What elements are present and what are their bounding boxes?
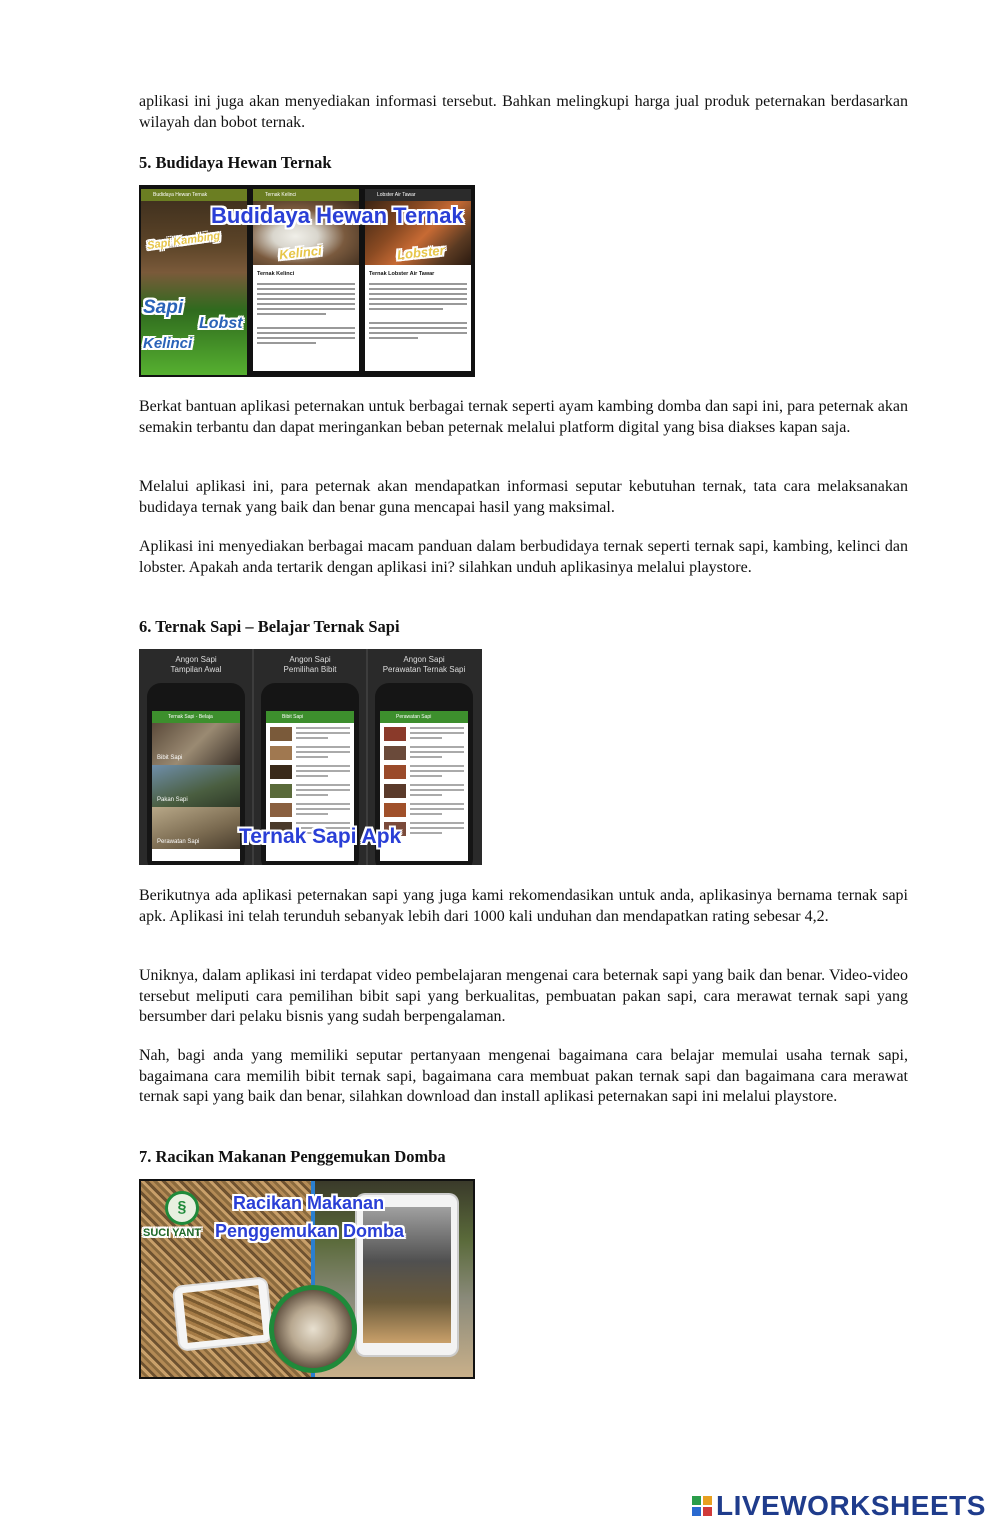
phone-3-appbar: Perawatan Sapi [380,711,468,723]
phone-screen-feed [183,1285,264,1343]
budidaya-banner: Budidaya Hewan Ternak [211,203,464,228]
racikan-banner-line2: Penggemukan Domba [215,1221,405,1241]
col1-caption-line1: Angon Sapi [175,655,217,664]
liveworksheets-logo[interactable] [692,1490,986,1522]
section-5-heading: 5. Budidaya Hewan Ternak [139,153,332,172]
col1-caption [139,655,253,675]
card-bibit-label: Bibit Sapi [157,755,183,761]
screen3-text-lines [365,283,471,339]
intro-paragraph: aplikasi ini juga akan menyediakan informasi tersebut. Bahkan melingkupi harga jual produk peternakan berdasarkan wilayah dan bobot ternak. [139,93,908,131]
col3-caption [367,655,481,675]
section-5-paragraph-2: Melalui aplikasi ini, para peternak akan mendapatkan informasi seputar kebutuhan ternak, tata cara melaksanakan budidaya ternak yang baik dan benar guna mencapai hasil yang maksimal. [139,478,908,516]
screen2-text-lines [253,283,359,344]
section-6-paragraph-1: Berikutnya ada aplikasi peternakan sapi yang juga kami rekomendasikan untuk anda, aplikasinya bernama ternak sapi apk. Aplikasi ini telah terunduh sebanyak lebih dari 1000 kali unduhan dan mendapatkan rating sebesar 4,2. [139,887,908,925]
card-perawatan-label: Perawatan Sapi [157,839,200,845]
card-pakan-label: Pakan Sapi [157,797,188,803]
section-6-heading: 6. Ternak Sapi – Belajar Ternak Sapi [139,617,400,636]
screen3-heading: Ternak Lobster Air Tawar [369,271,435,277]
phone-2-appbar: Bibit Sapi [266,711,354,723]
section-7-heading: 7. Racikan Makanan Penggemukan Domba [139,1147,446,1166]
overlay-sapi-kambing: Sapi Kambing [146,229,221,253]
col2-caption [253,655,367,675]
phone-1-screen [152,711,240,861]
ternak-sapi-apk-banner: Ternak Sapi Apk [239,825,402,848]
screen2-appbar: Ternak Kelinci [253,189,359,201]
col3-caption-line2: Perawatan Ternak Sapi [382,665,466,674]
racikan-makanan-image [139,1179,475,1379]
logo-text: SUCI YANT [143,1227,202,1239]
section-5-paragraph-1: Berkat bantuan aplikasi peternakan untuk berbagai ternak seperti ayam kambing domba dan sapi ini, para peternak akan semakin terbantu dan dapat meringankan beban peternak melalui platform digital yang bisa diakses kapan saja. [139,398,908,436]
tablet-frame [357,1195,457,1355]
overlay-kelinci: Kelinci [278,242,323,263]
overlay-sapi-large: Sapi [143,297,184,318]
col3-caption-line1: Angon Sapi [403,655,445,664]
sheep-circle [269,1285,357,1373]
overlay-kelinci-bottom: Kelinci [143,335,193,352]
screen1-appbar: Budidaya Hewan Ternak [141,189,247,201]
logo-circle: § [165,1191,199,1225]
racikan-banner-line1: Racikan Makanan [233,1193,385,1213]
overlay-lobst: Lobst [199,315,243,332]
col2-caption-line1: Angon Sapi [289,655,331,664]
section-6-paragraph-2: Uniknya, dalam aplikasi ini terdapat video pembelajaran mengenai cara beternak sapi yang baik dan benar. Video-video tersebut meliputi cara pemilihan bibit sapi yang berkualitas, pembuatan pakan sapi, cara merawat ternak sapi yang bersumber dari pelaku bisnis yang sudah berpengalaman. [139,967,908,1026]
ternak-sapi-apk-image [139,649,482,865]
screen3-appbar: Lobster Air Tawar [365,189,471,201]
col1-caption-line2: Tampilan Awal [170,665,222,674]
col2-caption-line2: Pemilihan Bibit [283,665,337,674]
card-pakan-sapi [152,765,240,807]
overlay-lobster: Lobster [396,242,446,263]
brand-icon [692,1496,712,1516]
phone-1-appbar: Ternak Sapi - Belaja [152,711,240,723]
section-6-paragraph-3: Nah, bagi anda yang memiliki seputar pertanyaan mengenai bagaimana cara belajar memulai usaha ternak sapi, bagaimana cara memilih bibit ternak sapi, bagaimana cara membuat pakan ternak sapi dan bagaimana cara merawat ternak sapi yang baik dan benar, silahkan download dan install aplikasi peternakan sapi ini melalui playstore. [139,1047,908,1106]
brand-text: LIVEWORKSHEETS [716,1490,986,1521]
card-perawatan-sapi [152,807,240,849]
phone-in-hand [174,1278,272,1349]
phone-1 [147,683,245,865]
budidaya-hewan-ternak-image [139,185,475,377]
section-5-paragraph-3: Aplikasi ini menyediakan berbagai macam panduan dalam berbudidaya ternak seperti ternak sapi, kambing, kelinci dan lobster. Apakah anda tertarik dengan aplikasi ini? silahkan unduh aplikasinya melalui playstore. [139,538,908,576]
screen2-heading: Ternak Kelinci [257,271,295,277]
card-bibit-sapi [152,723,240,765]
